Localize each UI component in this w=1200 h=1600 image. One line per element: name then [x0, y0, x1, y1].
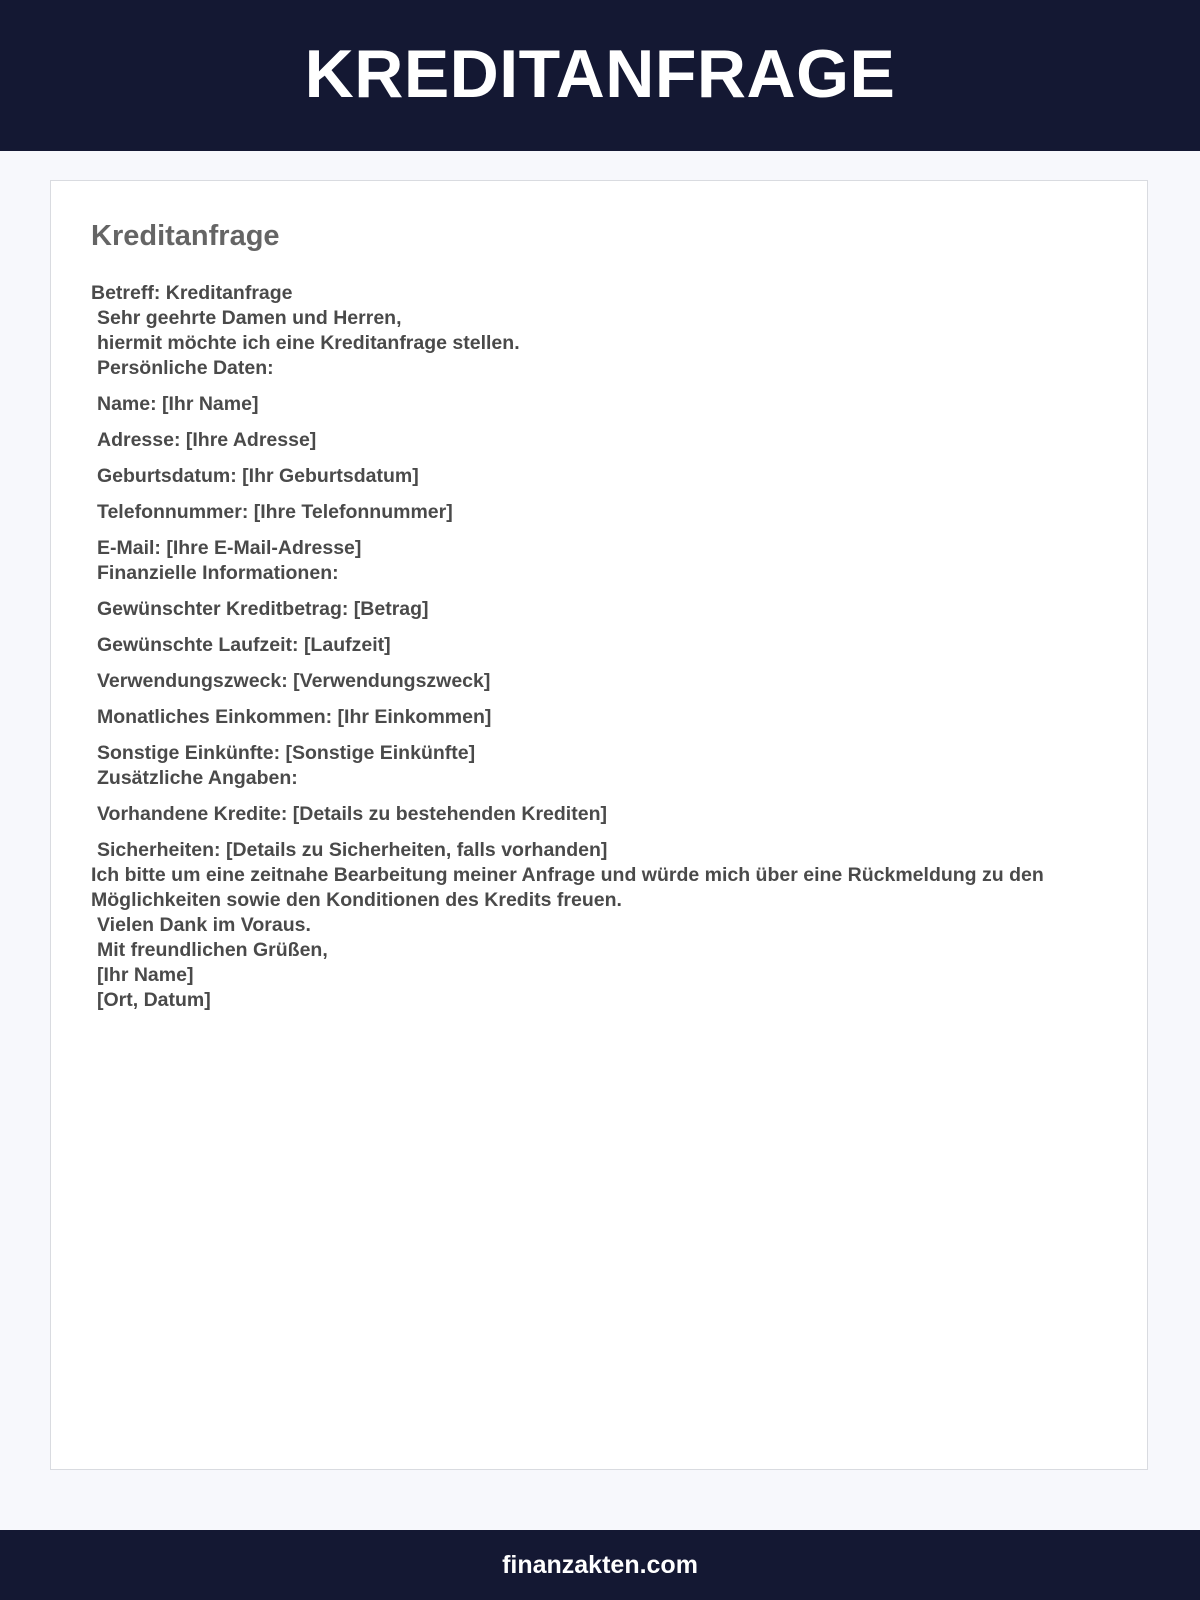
signature-name: [Ihr Name]	[97, 964, 194, 986]
field-purpose: Verwendungszweck: [Verwendungszweck]	[97, 670, 491, 692]
field-phone: Telefonnummer: [Ihre Telefonnummer]	[97, 501, 453, 523]
banner-title: KREDITANFRAGE	[304, 35, 896, 112]
document-heading: Kreditanfrage	[91, 220, 280, 252]
field-monthly-income: Monatliches Einkommen: [Ihr Einkommen]	[97, 706, 492, 728]
place-date: [Ort, Datum]	[97, 989, 211, 1011]
footer-site-link[interactable]: finanzakten.com	[502, 1550, 698, 1579]
field-existing-credits: Vorhandene Kredite: [Details zu bestehenden Krediten]	[97, 803, 607, 825]
field-term: Gewünschte Laufzeit: [Laufzeit]	[97, 634, 391, 656]
subject-line: Betreff: Kreditanfrage	[91, 282, 293, 304]
letter-sheet	[50, 180, 1148, 1470]
financial-info-heading: Finanzielle Informationen:	[97, 562, 339, 584]
closing-paragraph: Ich bitte um eine zeitnahe Bearbeitung meiner Anfrage und würde mich über eine Rückmeldung zu den Möglichkeiten sowie den Konditionen des Kredits freuen.	[91, 864, 1050, 911]
additional-info-heading: Zusätzliche Angaben:	[97, 767, 298, 789]
footer-bar	[0, 1530, 1200, 1600]
field-email: E-Mail: [Ihre E-Mail-Adresse]	[97, 537, 362, 559]
field-birthdate: Geburtsdatum: [Ihr Geburtsdatum]	[97, 465, 419, 487]
field-credit-amount: Gewünschter Kreditbetrag: [Betrag]	[97, 598, 429, 620]
field-address: Adresse: [Ihre Adresse]	[97, 429, 317, 451]
personal-data-heading: Persönliche Daten:	[97, 357, 274, 379]
salutation-line: Sehr geehrte Damen und Herren,	[97, 307, 402, 329]
field-other-income: Sonstige Einkünfte: [Sonstige Einkünfte]	[97, 742, 476, 764]
letter-body	[91, 281, 1111, 1013]
intro-line: hiermit möchte ich eine Kreditanfrage stellen.	[97, 332, 520, 354]
field-name: Name: [Ihr Name]	[97, 393, 259, 415]
top-banner	[0, 0, 1200, 151]
field-collateral: Sicherheiten: [Details zu Sicherheiten, falls vorhanden]	[97, 839, 608, 861]
thanks-line: Vielen Dank im Voraus.	[97, 914, 311, 936]
greeting-line: Mit freundlichen Grüßen,	[97, 939, 328, 961]
